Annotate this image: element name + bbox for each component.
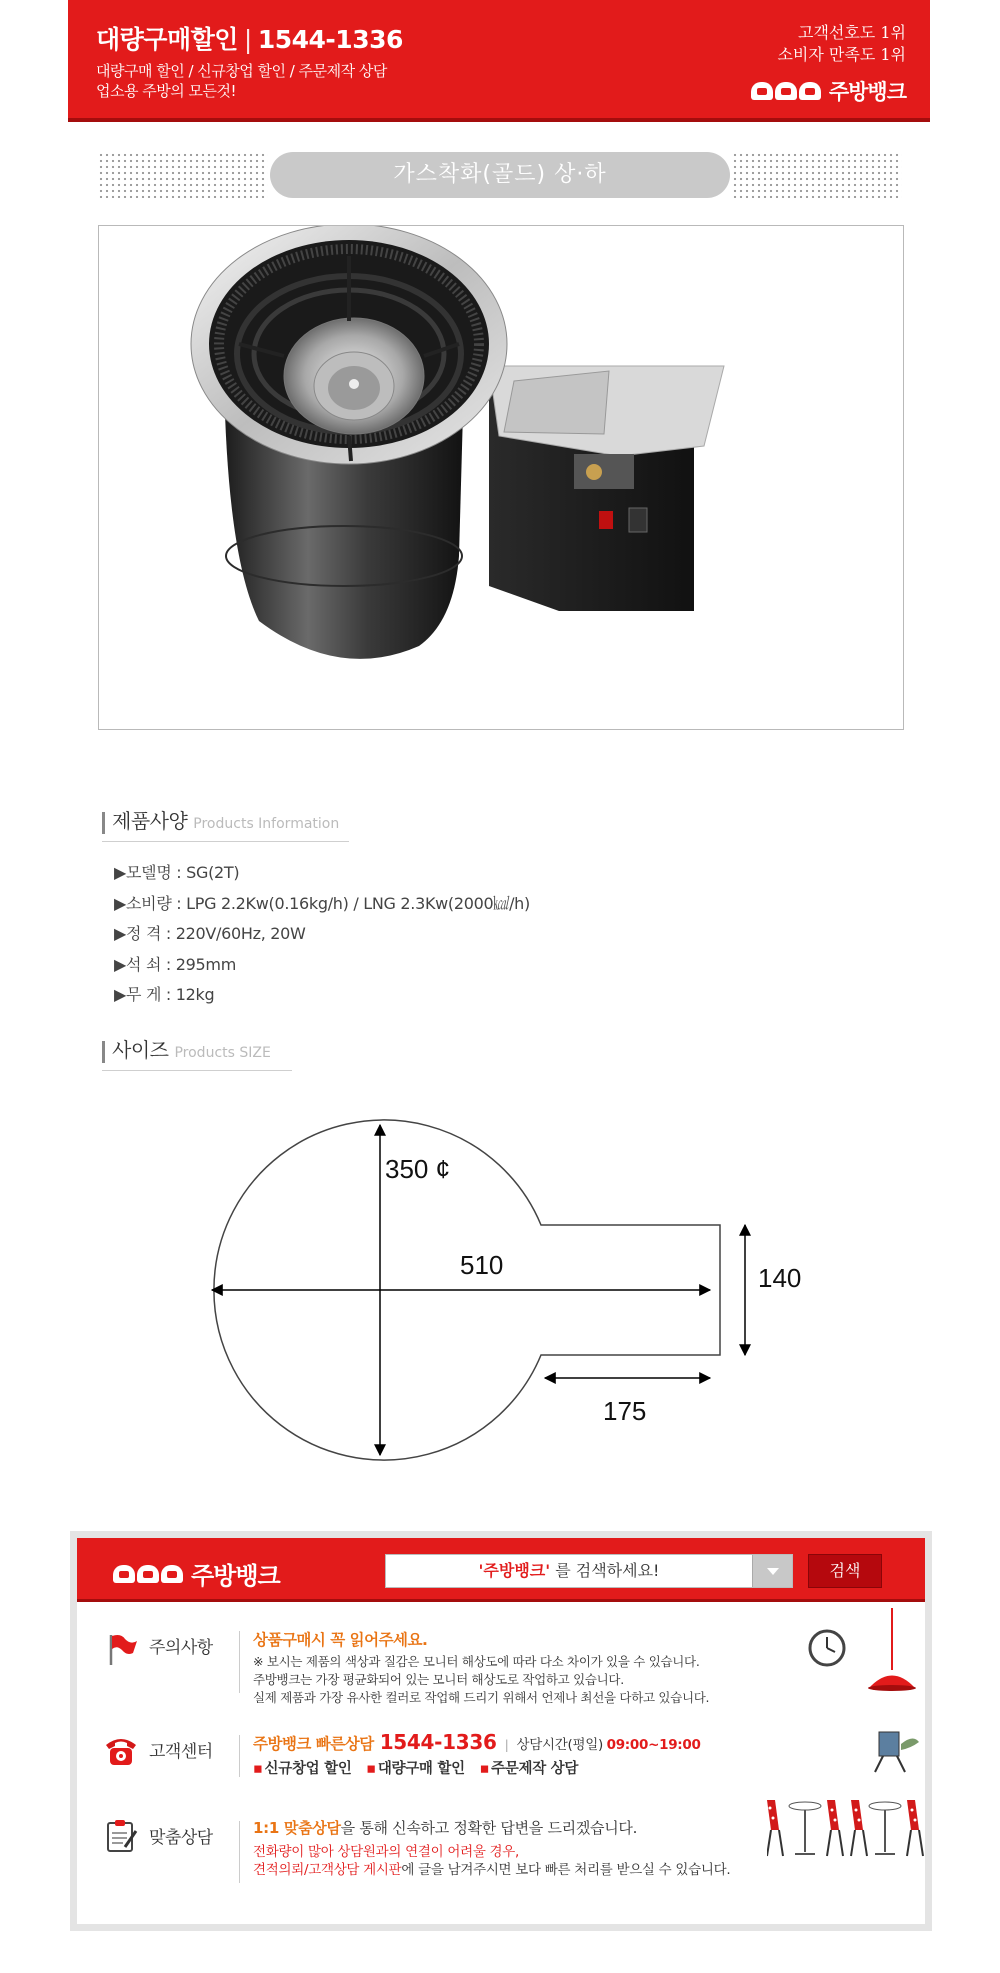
spec-item-rating: ▶정 격 : 220V/60Hz, 20W (114, 924, 306, 943)
specs-heading-en: Products Information (193, 816, 340, 832)
consult-content (253, 1819, 730, 1879)
title-dots-right (732, 152, 902, 198)
center-tags (253, 1760, 701, 1778)
banner-subtitle-1: 대량구매 할인 / 신규창업 할인 / 주문제작 상담 (96, 62, 387, 80)
spec-item-consumption: ▶소비량 : LPG 2.2Kw(0.16kg/h) / LNG 2.3Kw(2000㎉/h) (114, 893, 530, 913)
consult-divider (239, 1821, 240, 1883)
center-head-text: 주방뱅크 빠른상담 (253, 1735, 374, 1753)
spec-item-grill: ▶석 쇠 : 295mm (114, 954, 236, 974)
banner-subtitle-2: 업소용 주방의 모든것! (96, 82, 236, 100)
chevron-down-icon[interactable] (752, 1555, 792, 1587)
heading-underline (102, 1070, 292, 1071)
heading-bar (102, 812, 105, 834)
height-label: 140 (758, 1263, 802, 1293)
brand-name: 주방뱅크 (828, 80, 906, 104)
banner-phone[interactable]: 1544-1336 (257, 25, 403, 54)
product-image (98, 225, 904, 730)
spec-item-weight: ▶무 게 : 12kg (114, 985, 215, 1004)
heading-underline (102, 841, 349, 842)
footer-info-box (70, 1531, 932, 1931)
chef-hat-icon (113, 1565, 135, 1583)
footer-brand-logo[interactable] (113, 1556, 280, 1591)
notice-line-3: 실제 제품과 가장 유사한 컬러로 작업해 드리기 위해서 언제나 최선을 다하고 있습니다. (253, 1690, 710, 1705)
customer-center-content (253, 1730, 701, 1778)
consult-line-2-rest: 에 글을 남겨주시면 보다 빠른 처리를 받으실 수 있습니다. (401, 1862, 731, 1878)
consult-line-2 (253, 1861, 730, 1879)
notice-label: 주의사항 (149, 1638, 213, 1658)
consult-head-rest: 을 통해 신속하고 정확한 답변을 드리겠습니다. (340, 1819, 638, 1837)
notice-content (253, 1631, 709, 1707)
cafe-furniture-illustration (767, 1728, 927, 1888)
notice-line-2: 주방뱅크는 가장 평균화되어 있는 모니터 해상도로 작업하고 있습니다. (253, 1672, 624, 1687)
chef-hat-icon (751, 82, 773, 100)
diameter-label: 350 ¢ (385, 1154, 451, 1184)
grill-illustration (99, 226, 904, 730)
center-tag: ▪ 신규창업 할인 (253, 1761, 352, 1777)
customer-center-divider (239, 1735, 240, 1777)
footer-topbar (77, 1538, 925, 1602)
size-heading-en: Products SIZE (174, 1045, 271, 1061)
specs-heading (102, 805, 339, 834)
size-heading (102, 1034, 271, 1063)
banner-rank-1: 고객선호도 1위 (797, 23, 906, 42)
center-hours: 09:00~19:00 (606, 1737, 701, 1753)
spec-list (114, 858, 530, 1011)
customer-center-label: 고객센터 (149, 1742, 213, 1762)
flag-icon (103, 1631, 139, 1667)
consult-head-highlight[interactable]: 1:1 맞춤상담 (253, 1819, 341, 1837)
search-button[interactable]: 검색 (808, 1554, 882, 1588)
search-keyword: '주방뱅크' (478, 1561, 551, 1580)
banner-rank-2: 소비자 만족도 1위 (777, 45, 906, 64)
fork-knife-icon (137, 1565, 159, 1583)
shop-icon (161, 1565, 183, 1583)
consult-line-1: 전화량이 많아 상담원과의 연결이 어려울 경우, (253, 1844, 520, 1860)
notice-divider (239, 1631, 240, 1693)
size-diagram (190, 1100, 830, 1490)
banner-title-text: 대량구매할인 (96, 25, 238, 54)
width-label: 510 (460, 1250, 504, 1280)
footer-brand-name: 주방뱅크 (191, 1562, 280, 1590)
search-suffix: 를 검색하세요! (550, 1561, 660, 1580)
heading-bar (102, 1041, 105, 1063)
telephone-icon (103, 1733, 139, 1769)
fork-knife-icon (775, 82, 797, 100)
size-heading-ko: 사이즈 (112, 1038, 169, 1062)
brand-logo[interactable] (751, 76, 906, 106)
clock-lamp-illustration (807, 1608, 917, 1728)
shop-icon (799, 82, 821, 100)
center-phone[interactable]: 1544-1336 (379, 1730, 497, 1754)
customer-center-head (253, 1730, 701, 1754)
center-tag: ▪ 주문제작 상담 (480, 1761, 579, 1777)
title-dots-left (98, 152, 268, 198)
consult-head (253, 1819, 730, 1837)
tab-label: 175 (603, 1396, 647, 1426)
banner-separator: | (243, 25, 252, 54)
header-banner (68, 0, 930, 122)
notice-head: 상품구매시 꼭 읽어주세요. (253, 1631, 428, 1649)
clipboard-icon (103, 1817, 139, 1853)
banner-title (96, 20, 403, 56)
consult-label: 맞춤상담 (149, 1828, 213, 1848)
product-title: 가스착화(골드) 상·하 (270, 152, 730, 198)
specs-heading-ko: 제품사양 (112, 809, 188, 833)
center-hours-label: 상담시간(평일) (516, 1737, 603, 1753)
search-input[interactable] (385, 1554, 793, 1588)
center-sep: | (504, 1737, 509, 1752)
center-tag: ▪ 대량구매 할인 (366, 1761, 465, 1777)
spec-item-model: ▶모델명 : SG(2T) (114, 863, 240, 882)
notice-line-1: ※ 보시는 제품의 색상과 질감은 모니터 해상도에 따라 다소 차이가 있을 수 있습니다. (253, 1654, 700, 1669)
consult-board-link[interactable]: 견적의뢰/고객상담 게시판 (253, 1862, 402, 1878)
